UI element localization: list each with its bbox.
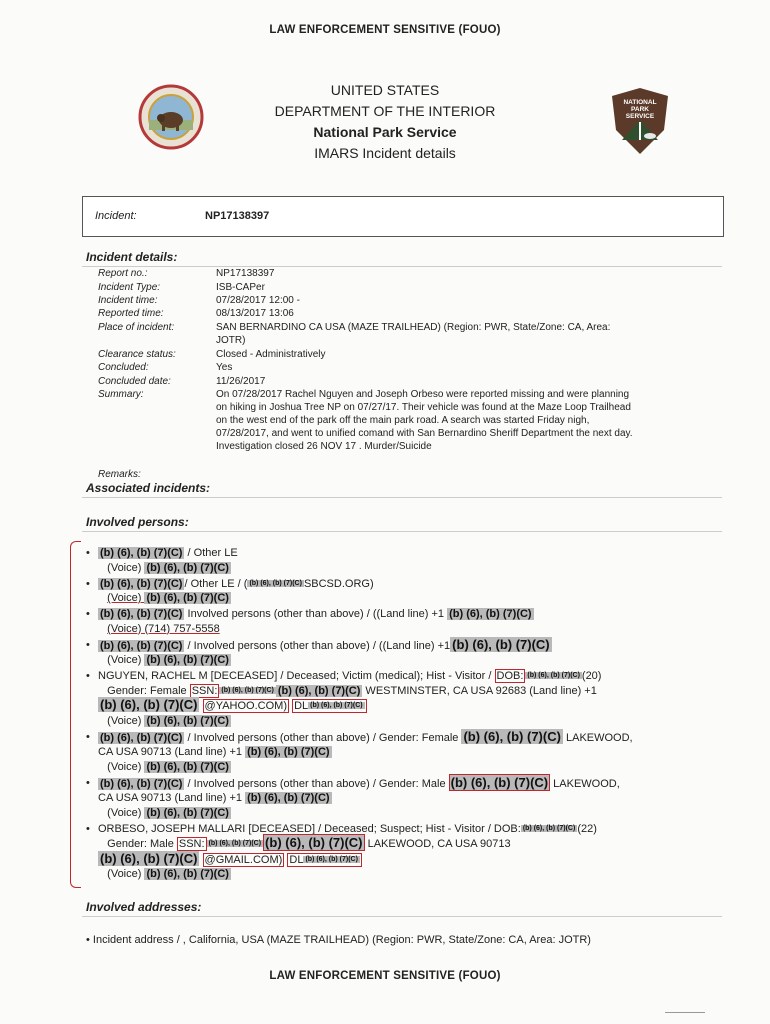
redaction-block: (b) (6), (b) (7)(C) (100, 777, 183, 790)
person-entry (86, 577, 736, 606)
redaction-block: (b) (6), (b) (7)(C) (146, 561, 229, 574)
section-divider (82, 497, 722, 498)
voice-label: (Voice) (107, 592, 145, 604)
incident-id-box (82, 196, 724, 237)
email-domain: @YAHOO.COM) (204, 700, 287, 712)
header-line-3: National Park Service (313, 124, 457, 140)
redaction-block: (b) (6), (b) (7)(C) (247, 792, 330, 804)
redaction-block: (b) (6), (b) (7)(C) (100, 731, 183, 744)
field-label: Place of incident: (98, 322, 175, 333)
dl-label: DL (289, 853, 304, 866)
voice-label: (Voice) (107, 868, 145, 880)
field-value: Closed - Administratively (216, 349, 326, 360)
field-label: Clearance status: (98, 349, 176, 360)
redaction-block: (b) (6), (b) (7)(C) (249, 579, 302, 587)
involved-persons-heading: Involved persons: (86, 515, 189, 529)
involved-addresses-heading: Involved addresses: (86, 900, 202, 914)
field-value: 08/13/2017 13:06 (216, 308, 294, 319)
person-address: WESTMINSTER, CA USA 92683 (Land line) +1 (362, 684, 597, 697)
incident-address: Incident address / , California, USA (MAZE TRAILHEAD) (Region: PWR, State/Zone: CA, Area: JOTR) (92, 934, 591, 946)
voice-label: (Voice) (107, 714, 145, 727)
person-name: NGUYEN, RACHEL M (98, 670, 208, 682)
redaction-block: (b) (6), (b) (7)(C) (146, 760, 229, 773)
field-value: NP17138397 (216, 268, 275, 279)
redaction-block: (b) (6), (b) (7)(C) (100, 577, 183, 590)
redaction-block: (b) (6), (b) (7)(C) (450, 774, 549, 790)
voice-label: (Voice) (107, 654, 145, 666)
bullet-icon: • (86, 730, 90, 743)
voice-label: (Voice) (107, 806, 145, 819)
ssn-label: SSN: (178, 838, 205, 850)
person-name: ORBESO, JOSEPH MALLARI (98, 822, 246, 835)
redaction-block: (b) (6), (b) (7)(C) (305, 855, 358, 863)
person-address-line: CA USA 90713 (Land line) +1 (98, 746, 246, 758)
bullet-icon: • (86, 670, 90, 682)
redaction-block: (b) (6), (b) (7)(C) (310, 702, 363, 709)
redaction-block: (b) (6), (b) (7)(C) (100, 639, 183, 652)
person-age: (22) (577, 822, 597, 835)
email-domain: @GMAIL.COM) (204, 853, 283, 866)
voice-label: (Voice) (107, 561, 145, 574)
field-value: 07/28/2017 12:00 - (216, 295, 300, 306)
redaction-block: (b) (6), (b) (7)(C) (146, 714, 229, 727)
incident-details-heading: Incident details: (86, 250, 178, 264)
bullet-icon: • (86, 822, 90, 835)
person-entry (86, 607, 736, 636)
field-label: Incident Type: (98, 282, 161, 293)
incident-label: Incident: (95, 210, 137, 222)
person-entry (86, 776, 736, 821)
person-status: [DECEASED] / Deceased; Victim (medical); Hist - Visitor / (210, 670, 495, 682)
header-line-2: DEPARTMENT OF THE INTERIOR (274, 103, 496, 119)
section-divider (82, 531, 722, 532)
field-value: SAN BERNARDINO CA USA (MAZE TRAILHEAD) (Region: PWR, State/Zone: CA, Area: JOTR) (216, 322, 611, 346)
svg-text:NATIONAL: NATIONAL (623, 99, 657, 106)
redaction-block: (b) (6), (b) (7)(C) (247, 746, 330, 758)
redaction-block: (b) (6), (b) (7)(C) (522, 824, 576, 832)
redaction-block: (b) (6), (b) (7)(C) (277, 684, 361, 697)
person-address: LAKEWOOD, CA USA 90713 (364, 838, 511, 850)
person-status: [DECEASED] / Deceased; Suspect; Hist - Visitor / DOB: (245, 822, 521, 835)
field-value: 11/26/2017 (216, 376, 266, 387)
scan-artifact (665, 1012, 705, 1013)
email-domain: SBCSD.ORG) (303, 577, 374, 590)
field-label: Summary: (98, 389, 144, 400)
redaction-block: (b) (6), (b) (7)(C) (146, 868, 229, 880)
document-header (0, 80, 770, 164)
bullet-icon: • (86, 638, 90, 651)
field-label: Concluded: (98, 362, 149, 373)
classification-marking-top: LAW ENFORCEMENT SENSITIVE (FOUO) (269, 24, 501, 36)
bullet-icon: • (86, 934, 90, 946)
person-role: / Involved persons (other than above) / ((Land line) +1 (184, 639, 451, 652)
person-address: LAKEWOOD, (562, 731, 633, 744)
handwritten-bracket (70, 541, 81, 888)
person-address: LAKEWOOD, (550, 777, 620, 790)
redaction-block: (b) (6), (b) (7)(C) (146, 654, 229, 666)
svg-text:SERVICE: SERVICE (625, 113, 655, 120)
redaction-block: (b) (6), (b) (7)(C) (146, 592, 229, 604)
svg-text:PARK: PARK (631, 106, 649, 113)
incident-number: NP17138397 (205, 210, 270, 222)
redaction-block: (b) (6), (b) (7)(C) (100, 547, 183, 559)
person-entry (86, 638, 736, 668)
associated-incidents-heading: Associated incidents: (86, 481, 211, 495)
field-label: Remarks: (98, 469, 141, 480)
person-role: / Involved persons (other than above) / Gender: Female (184, 731, 462, 744)
bullet-icon: • (86, 608, 90, 620)
person-entry-orbeso (86, 822, 736, 882)
voice-label: (Voice) (107, 760, 145, 773)
person-role: Involved persons (other than above) / ((Land line) +1 (184, 608, 448, 620)
field-label: Concluded date: (98, 376, 171, 387)
field-value: Yes (216, 362, 233, 373)
person-address-line: CA USA 90713 (Land line) +1 (98, 792, 246, 804)
person-age: (20) (581, 670, 602, 682)
redaction-block: (b) (6), (b) (7)(C) (100, 697, 198, 712)
redaction-block: (b) (6), (b) (7)(C) (463, 728, 561, 744)
person-gender: Gender: Male (107, 838, 177, 850)
field-label: Incident time: (98, 295, 158, 306)
person-gender: Gender: Female (107, 684, 190, 697)
person-entry-nguyen (86, 669, 736, 728)
voice-phone: (Voice) (714) 757-5558 (107, 622, 220, 635)
address-entry (86, 934, 591, 946)
redaction-block: (b) (6), (b) (7)(C) (449, 608, 532, 620)
person-role: / Involved persons (other than above) / Gender: Male (184, 777, 449, 790)
ssn-label: SSN: (191, 684, 218, 697)
summary-text: On 07/28/2017 Rachel Nguyen and Joseph Orbeso were reported missing and were planning on hiking in Joshua Tree NP on 07/27/17. Their vehicle was found at the Maze Loop Trailhead on the west end of the park off the main park road. A search was started Friday nigh, 07/28/2017, and went to unified comand with San Bernardino Sheriff Department the next day. Investigation closed 26 NOV 17 . Murder/Suicide (216, 389, 633, 452)
person-entry (86, 730, 736, 775)
classification-marking-bottom: LAW ENFORCEMENT SENSITIVE (FOUO) (269, 970, 501, 982)
person-entry (86, 546, 736, 575)
person-role: / Other LE / ( (184, 577, 248, 590)
dl-label: DL (294, 700, 309, 712)
involved-persons-list (86, 546, 736, 883)
bullet-icon: • (86, 776, 90, 789)
bullet-icon: • (86, 577, 90, 590)
field-label: Report no.: (98, 268, 148, 279)
header-line-4: IMARS Incident details (314, 145, 456, 161)
dob-label: DOB: (496, 670, 524, 682)
bullet-icon: • (86, 547, 90, 559)
redaction-block: (b) (6), (b) (7)(C) (452, 636, 550, 652)
redaction-block: (b) (6), (b) (7)(C) (527, 672, 580, 679)
redaction-block: (b) (6), (b) (7)(C) (221, 686, 274, 694)
redaction-block: (b) (6), (b) (7)(C) (146, 806, 229, 819)
redaction-block: (b) (6), (b) (7)(C) (100, 608, 183, 620)
redaction-block: (b) (6), (b) (7)(C) (100, 850, 198, 866)
field-value: ISB-CAPer (216, 282, 265, 293)
header-line-1: UNITED STATES (330, 82, 440, 98)
redaction-block: (b) (6), (b) (7)(C) (208, 840, 262, 847)
person-role: / Other LE (184, 547, 238, 559)
field-label: Reported time: (98, 308, 164, 319)
section-divider (82, 916, 722, 917)
redaction-block: (b) (6), (b) (7)(C) (265, 835, 363, 850)
